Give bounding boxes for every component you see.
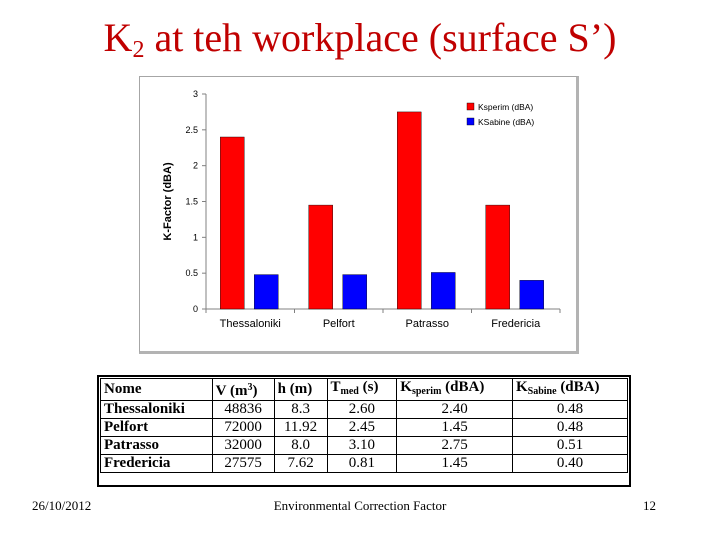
cell-volume: 27575 (212, 455, 274, 473)
slide-title (0, 14, 720, 64)
legend-swatch (467, 118, 474, 125)
data-table (100, 378, 628, 473)
bar-ksabine (254, 275, 278, 309)
cell-height: 8.3 (274, 401, 327, 419)
table-row (101, 455, 628, 473)
cell-tmed: 3.10 (327, 437, 397, 455)
title-rest: at teh workplace (surface S’) (144, 15, 617, 60)
bar-ksabine (343, 275, 367, 309)
table-row (101, 401, 628, 419)
bar-ksperim (486, 205, 510, 309)
header-ksabine: $K_{Sabine}$ (dBA) (512, 379, 627, 401)
cell-height: 11.92 (274, 419, 327, 437)
cell-height: 8.0 (274, 437, 327, 455)
footer-title: Environmental Correction Factor (273, 498, 447, 513)
legend-label: KSabine (dBA) (478, 117, 535, 127)
cell-ksabine: 0.40 (512, 455, 627, 473)
table-row (101, 437, 628, 455)
cell-ksabine: 0.48 (512, 401, 627, 419)
cell-ksabine: 0.51 (512, 437, 627, 455)
table-header-row (101, 379, 628, 401)
header-height: h (m) (274, 379, 327, 401)
bar-chart (140, 77, 576, 350)
y-tick-label: 0 (192, 304, 198, 314)
y-tick-label: 2 (192, 160, 198, 171)
footer-date: 26/10/2012 (32, 498, 92, 513)
bar-ksperim (309, 205, 333, 309)
cell-name: Pelfort (101, 419, 213, 437)
bar-ksperim (397, 112, 421, 309)
x-tick-label: Pelfort (322, 318, 355, 330)
cell-tmed: 0.81 (327, 455, 397, 473)
chart-frame (139, 76, 579, 354)
bar-ksabine (520, 280, 544, 309)
cell-name: Fredericia (101, 455, 213, 473)
title-subscript: 2 (132, 37, 145, 63)
header-volume: V $(m^3)$ (212, 379, 274, 401)
cell-volume: 48836 (212, 401, 274, 419)
header-name: Nome (101, 379, 213, 401)
cell-ksperim: 1.45 (397, 455, 513, 473)
header-tmed: $T_{med}$ (s) (327, 379, 397, 401)
cell-ksperim: 2.75 (397, 437, 513, 455)
cell-tmed: 2.45 (327, 419, 397, 437)
page-number: 12 (643, 498, 656, 513)
y-tick-label: 1.5 (185, 196, 198, 207)
title-main: K (103, 15, 133, 60)
x-tick-label: Fredericia (491, 318, 541, 330)
y-tick-label: 2.5 (185, 124, 198, 135)
y-axis-label: K-Factor (dBA) (162, 162, 174, 241)
cell-tmed: 2.60 (327, 401, 397, 419)
table-row (101, 419, 628, 437)
cell-ksperim: 2.40 (397, 401, 513, 419)
legend-swatch (467, 103, 474, 110)
legend-label: Ksperim (dBA) (478, 102, 534, 112)
header-ksperim: $K_{sperim}$ (dBA) (397, 379, 513, 401)
cell-height: 7.62 (274, 455, 327, 473)
cell-volume: 72000 (212, 419, 274, 437)
y-tick-label: 3 (192, 89, 198, 99)
x-tick-label: Thessaloniki (219, 318, 281, 330)
cell-name: Thessaloniki (101, 401, 213, 419)
y-tick-label: 1 (192, 232, 198, 243)
bar-ksperim (220, 137, 244, 309)
y-tick-label: 0.5 (185, 268, 198, 279)
x-tick-label: Patrasso (405, 318, 449, 330)
cell-ksabine: 0.48 (512, 419, 627, 437)
bar-ksabine (431, 272, 455, 309)
cell-name: Patrasso (101, 437, 213, 455)
cell-ksperim: 1.45 (397, 419, 513, 437)
cell-volume: 32000 (212, 437, 274, 455)
